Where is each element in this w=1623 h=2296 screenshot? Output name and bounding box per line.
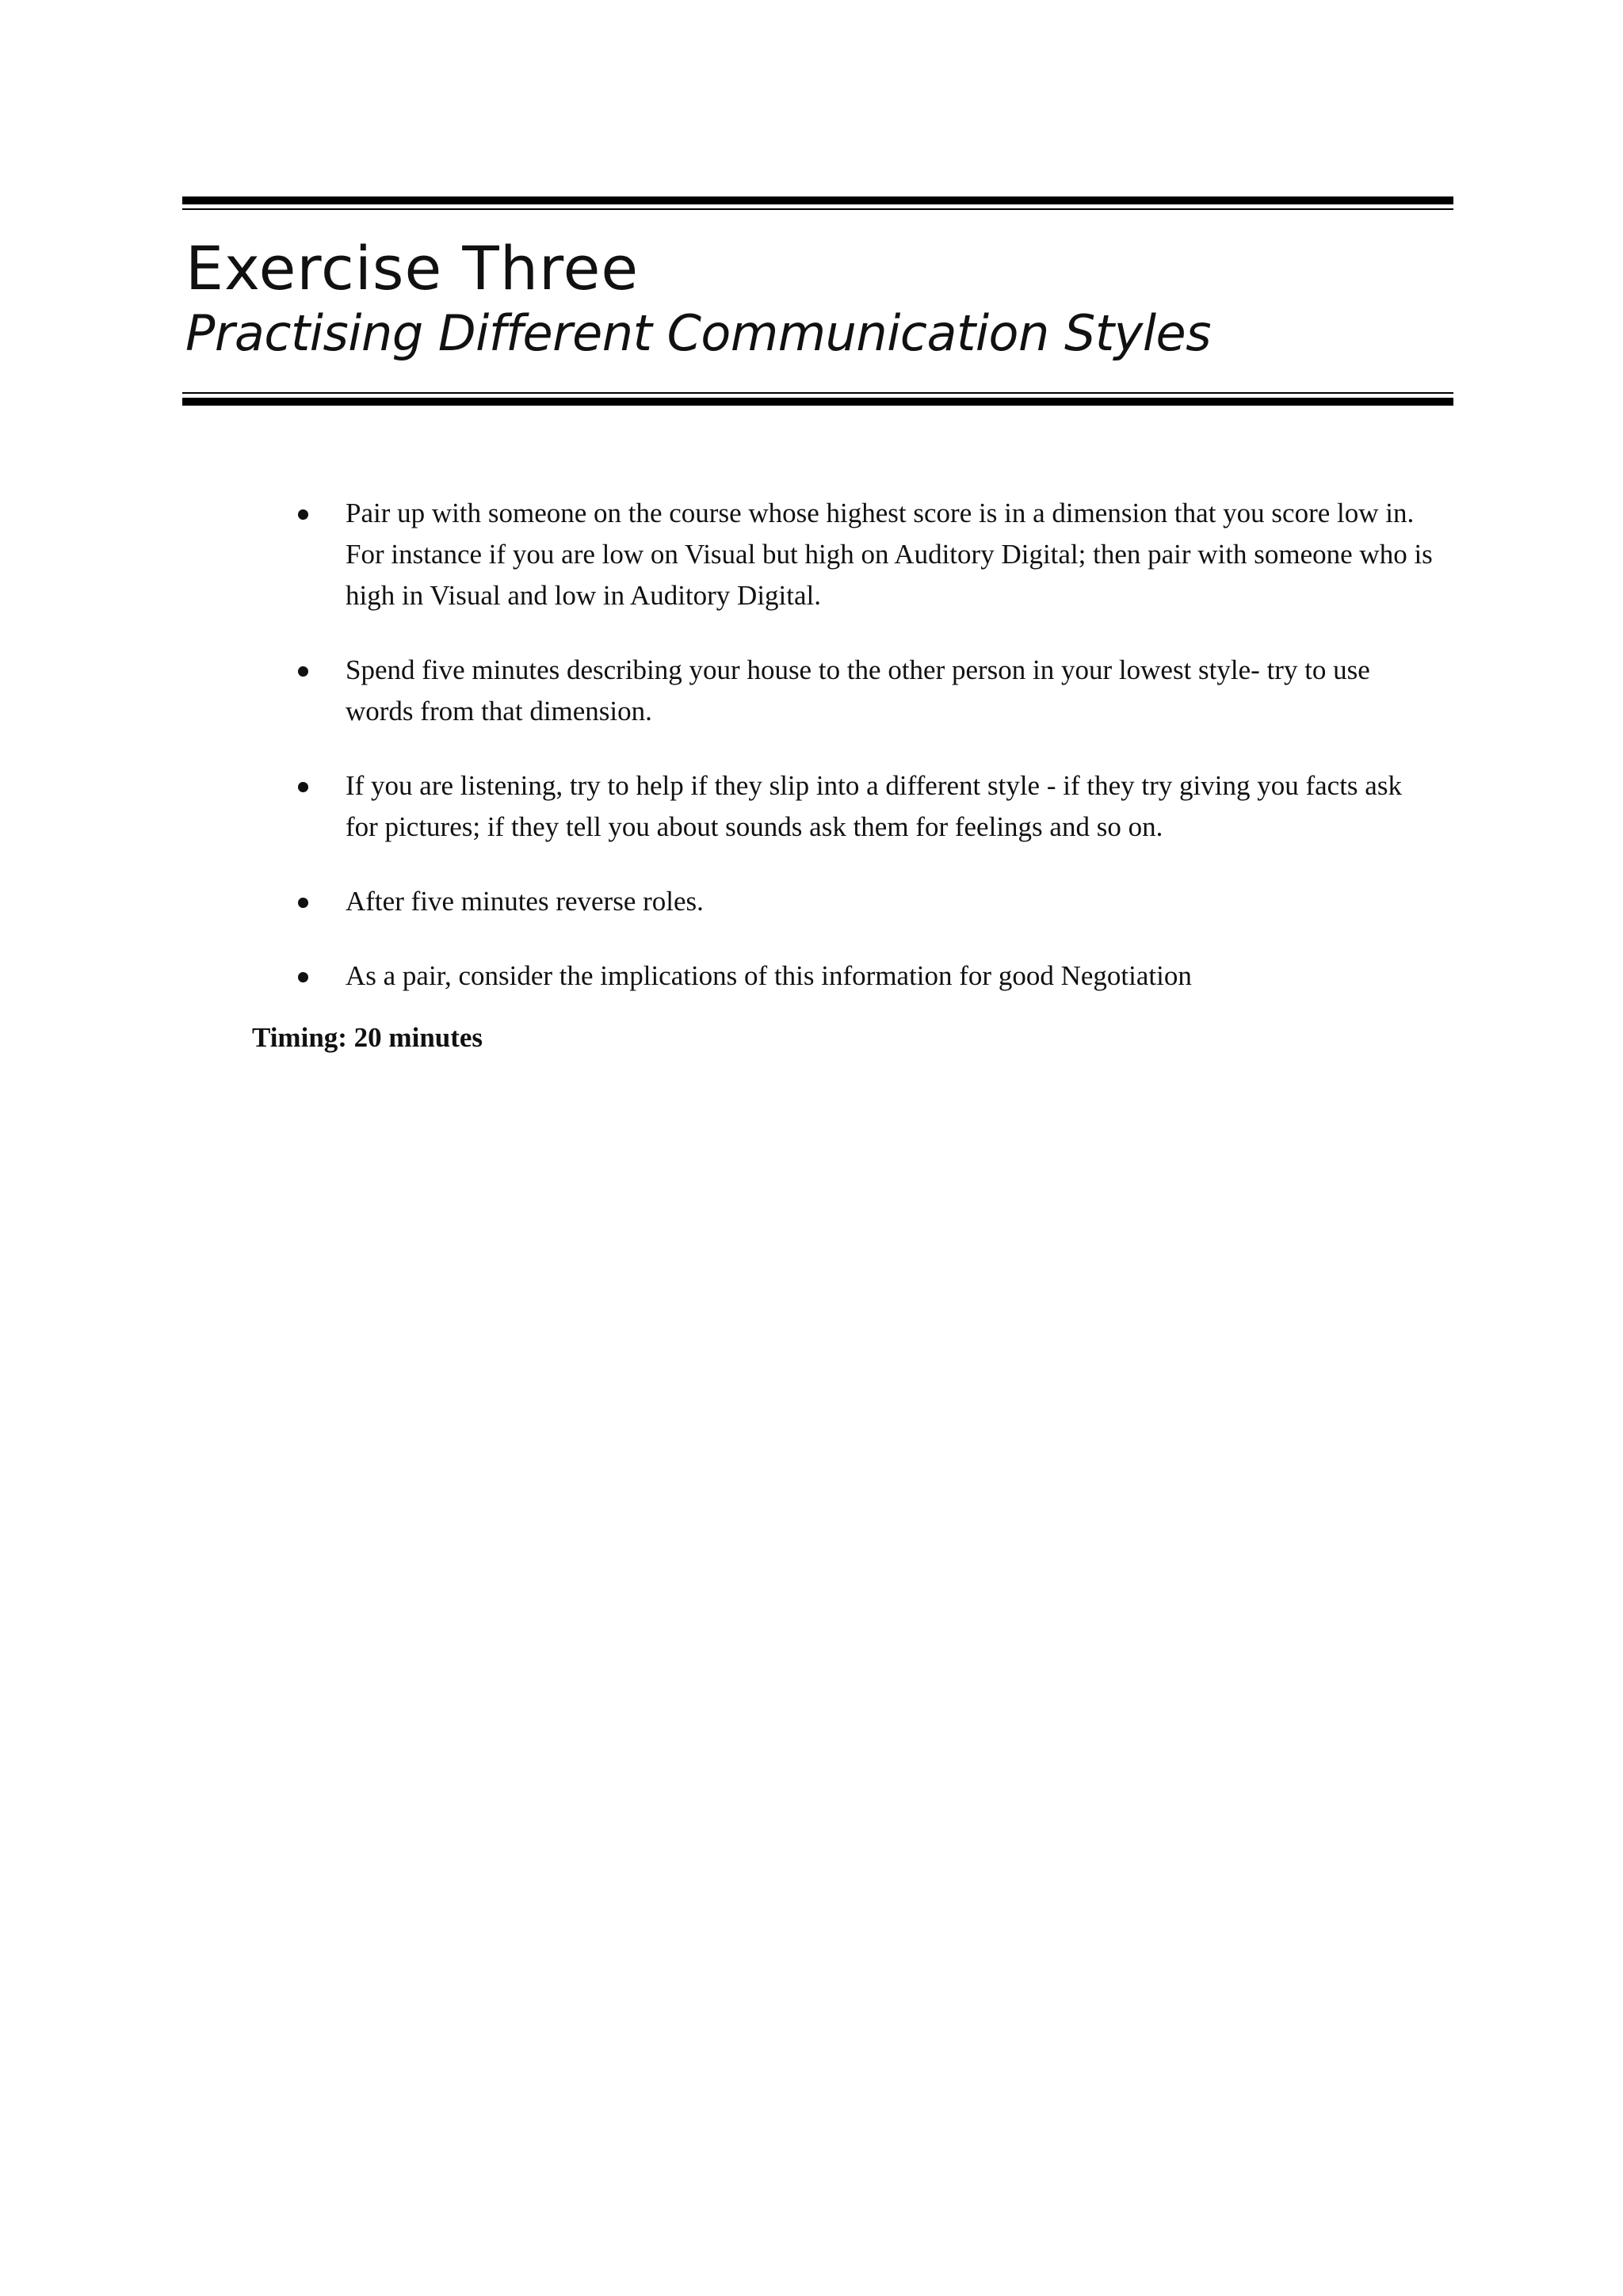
bullet-icon: [298, 898, 308, 908]
list-item: [293, 650, 1434, 732]
header-bottom-rule: [182, 392, 1453, 406]
exercise-subtitle: Practising Different Communication Styles: [185, 304, 1212, 362]
thick-rule-line: [182, 196, 1453, 204]
instruction-list: [293, 493, 1434, 1030]
exercise-title: Exercise Three: [185, 233, 640, 303]
bullet-icon: [298, 972, 308, 982]
bullet-icon: [298, 666, 308, 677]
list-item-text: Spend five minutes describing your house to the other person in your lowest style- try to use words from that dimension.: [346, 654, 1370, 727]
thin-rule-line: [182, 392, 1453, 394]
bullet-icon: [298, 782, 308, 792]
thin-rule-line: [182, 208, 1453, 210]
list-item-text: After five minutes reverse roles.: [346, 886, 704, 917]
bullet-icon: [298, 509, 308, 520]
header-top-rule: [182, 196, 1453, 210]
list-item: [293, 493, 1434, 616]
list-item: [293, 881, 1434, 922]
list-item-text: As a pair, consider the implications of this information for good Negotiation: [346, 960, 1192, 991]
list-item-text: Pair up with someone on the course whose highest score is in a dimension that you score low in. For instance if you are low on Visual but high on Auditory Digital; then pair with someone who is high in Visual and low in Auditory Digital.: [346, 498, 1433, 611]
timing-note: Timing: 20 minutes: [252, 1022, 483, 1053]
list-item: [293, 955, 1434, 997]
list-item-text: If you are listening, try to help if they slip into a different style - if they try giving you facts ask for pictures; if they tell you about sounds ask them for feelings and so on.: [346, 770, 1402, 842]
list-item: [293, 765, 1434, 848]
thick-rule-line: [182, 398, 1453, 406]
